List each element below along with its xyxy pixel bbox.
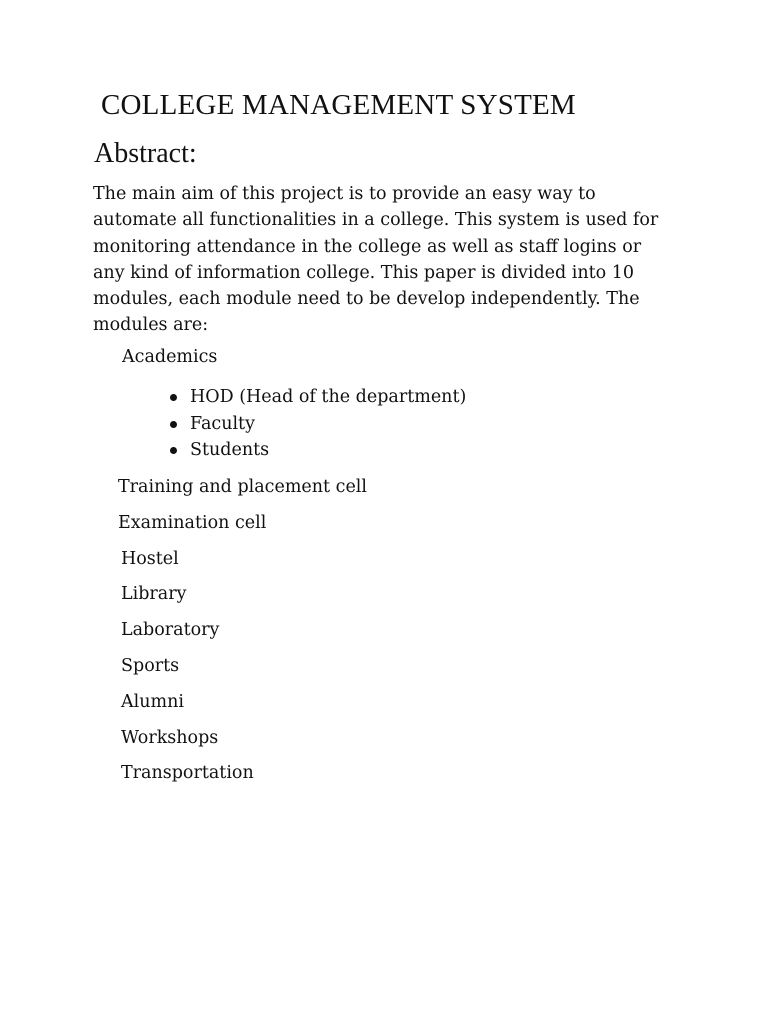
- list-item-label: Students: [190, 440, 270, 460]
- abstract-line: modules, each module need to be develop independently. The: [93, 289, 640, 310]
- list-item-label: HOD (Head of the department): [190, 387, 467, 407]
- module-item: Hostel: [121, 548, 179, 569]
- abstract-line: automate all functionalities in a college. This system is used for: [93, 210, 659, 231]
- bullet-icon: [170, 421, 177, 428]
- list-item: [164, 411, 466, 438]
- abstract-heading: Abstract:: [94, 138, 197, 169]
- document-title: COLLEGE MANAGEMENT SYSTEM: [101, 89, 576, 121]
- academics-sub-list: [164, 384, 466, 464]
- abstract-paragraph: [93, 181, 693, 339]
- modules-list: [118, 474, 367, 796]
- abstract-line: modules are:: [93, 315, 209, 336]
- module-item: Training and placement cell: [118, 477, 367, 497]
- bullet-icon: [170, 394, 177, 401]
- module-item: Library: [121, 584, 187, 605]
- list-item: [164, 384, 466, 411]
- module-academics: Academics: [122, 347, 218, 367]
- list-item-label: Faculty: [190, 413, 255, 434]
- module-item: Examination cell: [118, 512, 267, 533]
- module-item: Laboratory: [121, 620, 220, 641]
- list-item: [164, 437, 466, 464]
- module-item: Sports: [121, 655, 180, 676]
- abstract-line: The main aim of this project is to provide an easy way to: [93, 184, 596, 204]
- bullet-icon: [170, 447, 177, 454]
- module-item: Transportation: [121, 763, 254, 784]
- module-item: Workshops: [121, 727, 219, 748]
- abstract-line: monitoring attendance in the college as well as staff logins or: [93, 236, 642, 257]
- module-item: Alumni: [121, 691, 184, 712]
- abstract-line: any kind of information college. This paper is divided into 10: [93, 262, 635, 283]
